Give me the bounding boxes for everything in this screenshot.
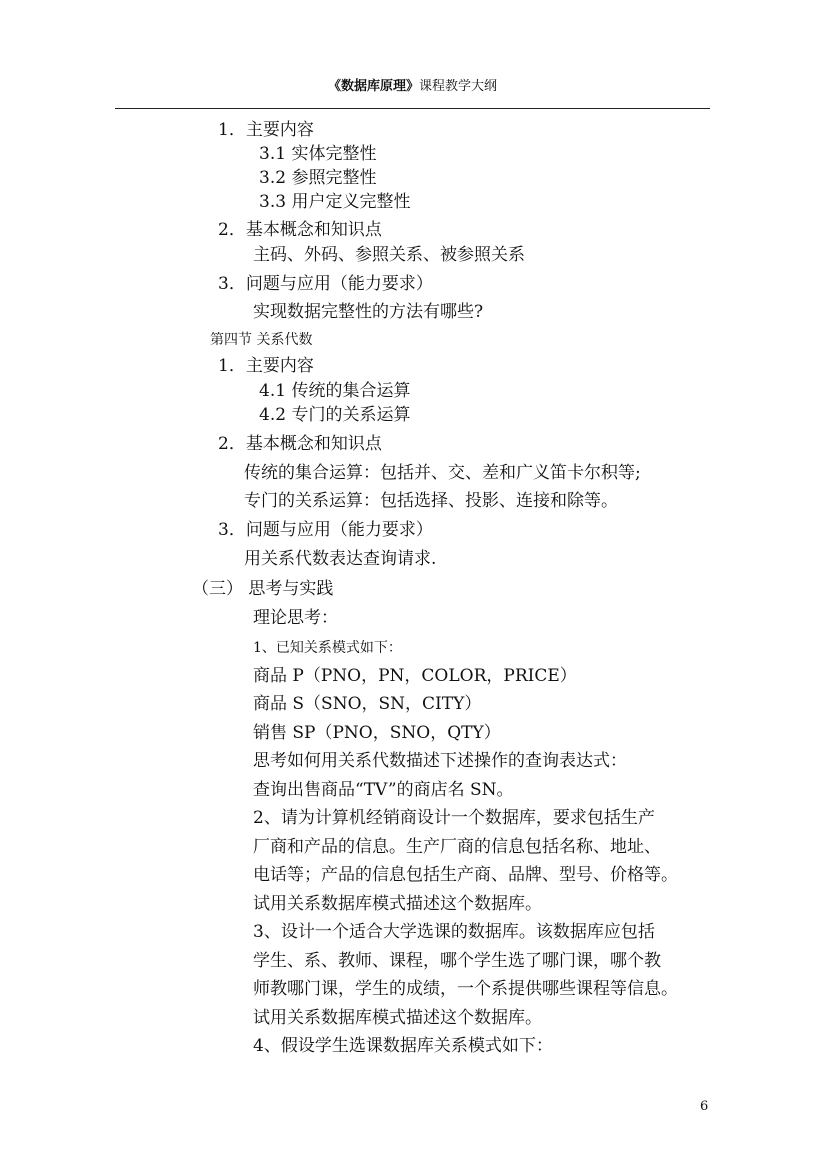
applications-text: 用关系代数表达查询请求. [244, 549, 437, 569]
subsection-user-defined-integrity: 3.3 用户定义完整性 [259, 192, 411, 212]
paragraph-line: 厂商和产品的信息。生产厂商的信息包括名称、地址、 [253, 837, 661, 857]
section-main-content: 1．主要内容 [218, 120, 314, 140]
paragraph-line: 电话等；产品的信息包括生产商、品牌、型号、价格等。 [253, 865, 678, 885]
paragraph-line: 3、设计一个适合大学选课的数据库。该数据库应包括 [253, 922, 655, 942]
schema-line: 商品 S（SNO，SN，CITY） [253, 694, 482, 714]
schema-line: 商品 P（PNO，PN，COLOR，PRICE） [253, 666, 577, 686]
paragraph-line: 4、假设学生选课数据库关系模式如下： [253, 1036, 553, 1056]
exercise-line: 1、已知关系模式如下： [253, 640, 402, 656]
paragraph-line: 学生、系、教师、课程，哪个学生选了哪门课，哪个教 [253, 951, 661, 971]
page-number: 6 [700, 1099, 709, 1114]
subsection-entity-integrity: 3.1 实体完整性 [259, 144, 377, 164]
part-heading: （三） 思考与实践 [192, 579, 334, 599]
paragraph-line: 试用关系数据库模式描述这个数据库。 [253, 894, 542, 914]
header-rule [115, 108, 710, 109]
paragraph-line: 思考如何用关系代数描述下述操作的查询表达式： [253, 751, 627, 771]
paragraph-line: 2、请为计算机经销商设计一个数据库，要求包括生产 [253, 808, 655, 828]
concepts-text: 主码、外码、参照关系、被参照关系 [253, 245, 525, 265]
subsection-referential-integrity: 3.2 参照完整性 [259, 168, 377, 188]
concepts-text: 专门的关系运算：包括选择、投影、连接和除等。 [244, 491, 618, 511]
section-concepts: 2．基本概念和知识点 [218, 220, 382, 240]
course-title: 《数据库原理》 [327, 79, 419, 94]
paragraph-line: 理论思考： [253, 608, 338, 628]
chapter-heading: 第四节 关系代数 [210, 332, 313, 348]
section-applications: 3．问题与应用（能力要求） [218, 274, 433, 294]
section-applications: 3．问题与应用（能力要求） [218, 520, 433, 540]
paragraph-line: 师教哪门课，学生的成绩，一个系提供哪些课程等信息。 [253, 979, 678, 999]
subsection-relational-operations: 4.2 专门的关系运算 [259, 405, 411, 425]
concepts-text: 传统的集合运算：包括并、交、差和广义笛卡尔积等; [244, 463, 641, 483]
subsection-set-operations: 4.1 传统的集合运算 [259, 381, 411, 401]
section-main-content: 1．主要内容 [218, 356, 314, 376]
page-header [0, 79, 825, 95]
applications-text: 实现数据完整性的方法有哪些? [253, 302, 484, 322]
schema-line: 销售 SP（PNO，SNO，QTY） [253, 723, 501, 743]
header-subtitle: 课程教学大纲 [419, 79, 498, 94]
section-concepts: 2．基本概念和知识点 [218, 434, 382, 454]
paragraph-line: 查询出售商品“TV”的商店名 SN。 [253, 780, 514, 800]
paragraph-line: 试用关系数据库模式描述这个数据库。 [253, 1008, 542, 1028]
